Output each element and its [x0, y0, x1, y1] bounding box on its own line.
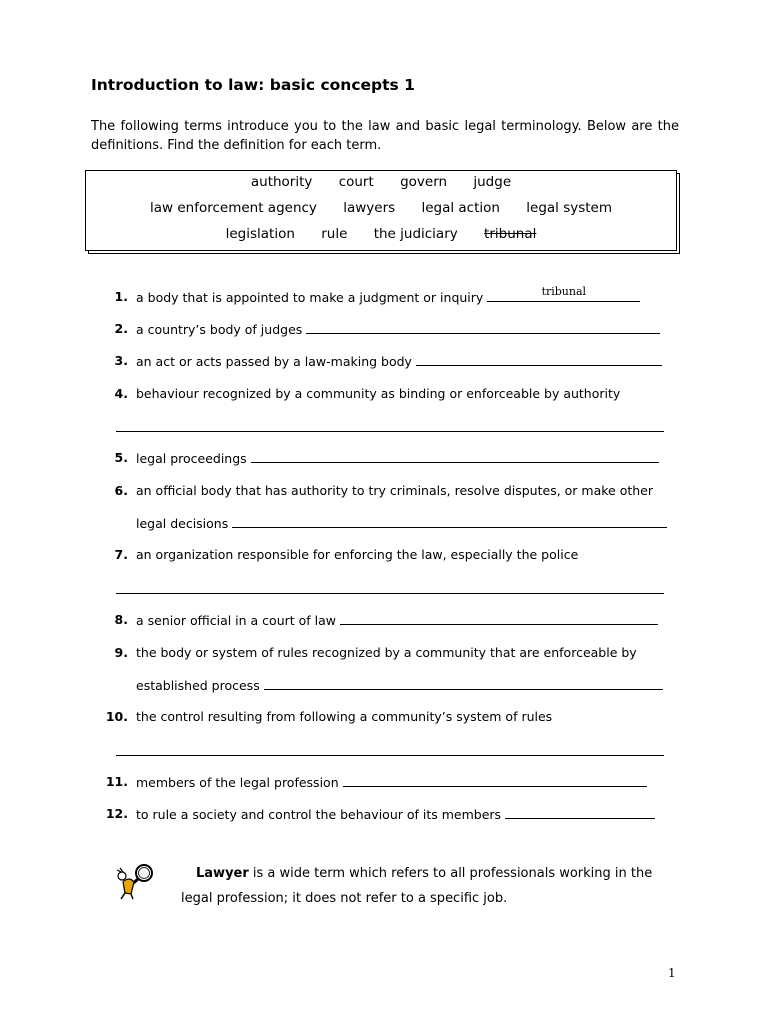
magnifying-glass-figure-icon	[113, 860, 159, 900]
answer-text: tribunal	[541, 285, 587, 298]
question-text: a senior official in a court of law	[136, 613, 337, 628]
answer-blank[interactable]	[487, 285, 640, 302]
answer-blank[interactable]	[505, 806, 655, 819]
page-number: 1	[668, 966, 676, 980]
question-item	[0, 645, 768, 667]
note-term: Lawyer	[196, 866, 249, 881]
question-text: a country’s body of judges	[136, 322, 303, 337]
word-bank-term: legal system	[526, 200, 613, 216]
question-number: 11.	[105, 774, 128, 789]
word-bank-row-1	[86, 174, 676, 190]
word-bank-row-2	[86, 200, 676, 216]
question-text: to rule a society and control the behaviour of its members	[136, 807, 502, 822]
question-text: an act or acts passed by a law-making body	[136, 354, 412, 369]
question-text: an official body that has authority to try criminals, resolve disputes, or make other	[136, 483, 654, 498]
word-bank-term: legislation	[225, 226, 295, 242]
answer-blank[interactable]	[264, 677, 663, 690]
word-bank-term: lawyers	[343, 200, 396, 216]
question-text: legal proceedings	[136, 451, 247, 466]
question-number: 2.	[114, 321, 128, 336]
question-number: 10.	[105, 709, 128, 724]
question-number: 8.	[114, 612, 128, 627]
question-text: legal decisions	[136, 516, 229, 531]
question-item	[0, 450, 768, 472]
word-bank-term-used: tribunal	[484, 226, 537, 242]
answer-blank[interactable]	[116, 755, 664, 756]
note-body: is a wide term which refers to all professionals working in the legal profession; it does not refer to a specific job.	[181, 866, 653, 906]
page-title: Introduction to law: basic concepts 1	[91, 76, 415, 94]
question-item	[0, 547, 768, 569]
word-bank-term: authority	[250, 174, 313, 190]
question-text: the body or system of rules recognized by a community that are enforceable by	[136, 645, 637, 660]
question-item-continued	[0, 677, 768, 699]
word-bank-term: court	[338, 174, 374, 190]
intro-paragraph: The following terms introduce you to the law and basic legal terminology. Below are the definitions. Find the definition for each term.	[91, 119, 679, 153]
answer-blank[interactable]	[416, 353, 662, 366]
word-bank-term: law enforcement agency	[149, 200, 317, 216]
question-number: 4.	[114, 386, 128, 401]
answer-blank[interactable]	[306, 321, 660, 334]
word-bank-row-3	[86, 226, 676, 242]
question-text: a body that is appointed to make a judgment or inquiry	[136, 290, 484, 305]
question-item	[0, 709, 768, 731]
question-item	[0, 321, 768, 343]
question-text: established process	[136, 678, 260, 693]
question-text: an organization responsible for enforcing the law, especially the police	[136, 547, 579, 562]
question-text: the control resulting from following a community’s system of rules	[136, 709, 553, 724]
question-item	[0, 774, 768, 796]
word-bank-term: legal action	[421, 200, 500, 216]
word-bank-box	[85, 170, 677, 251]
word-bank-term: govern	[400, 174, 448, 190]
answer-blank[interactable]	[232, 515, 667, 528]
answer-blank[interactable]	[340, 612, 658, 625]
answer-blank[interactable]	[343, 774, 647, 787]
question-item	[0, 285, 768, 311]
question-item	[0, 806, 768, 828]
word-bank-term: the judiciary	[373, 226, 458, 242]
question-number: 5.	[114, 450, 128, 465]
question-number: 7.	[114, 547, 128, 562]
word-bank-term: judge	[473, 174, 512, 190]
question-item	[0, 386, 768, 408]
question-number: 3.	[114, 353, 128, 368]
answer-blank[interactable]	[251, 450, 659, 463]
question-number: 1.	[114, 289, 128, 304]
question-item	[0, 483, 768, 505]
question-text: members of the legal profession	[136, 775, 339, 790]
answer-blank[interactable]	[116, 431, 664, 432]
note-text	[181, 861, 676, 911]
word-bank-term: rule	[321, 226, 348, 242]
question-item	[0, 612, 768, 634]
question-number: 12.	[105, 806, 128, 821]
question-number: 9.	[114, 645, 128, 660]
answer-blank[interactable]	[116, 593, 664, 594]
question-text: behaviour recognized by a community as binding or enforceable by authority	[136, 386, 621, 401]
question-number: 6.	[114, 483, 128, 498]
question-item	[0, 353, 768, 375]
question-item-continued	[0, 515, 768, 537]
